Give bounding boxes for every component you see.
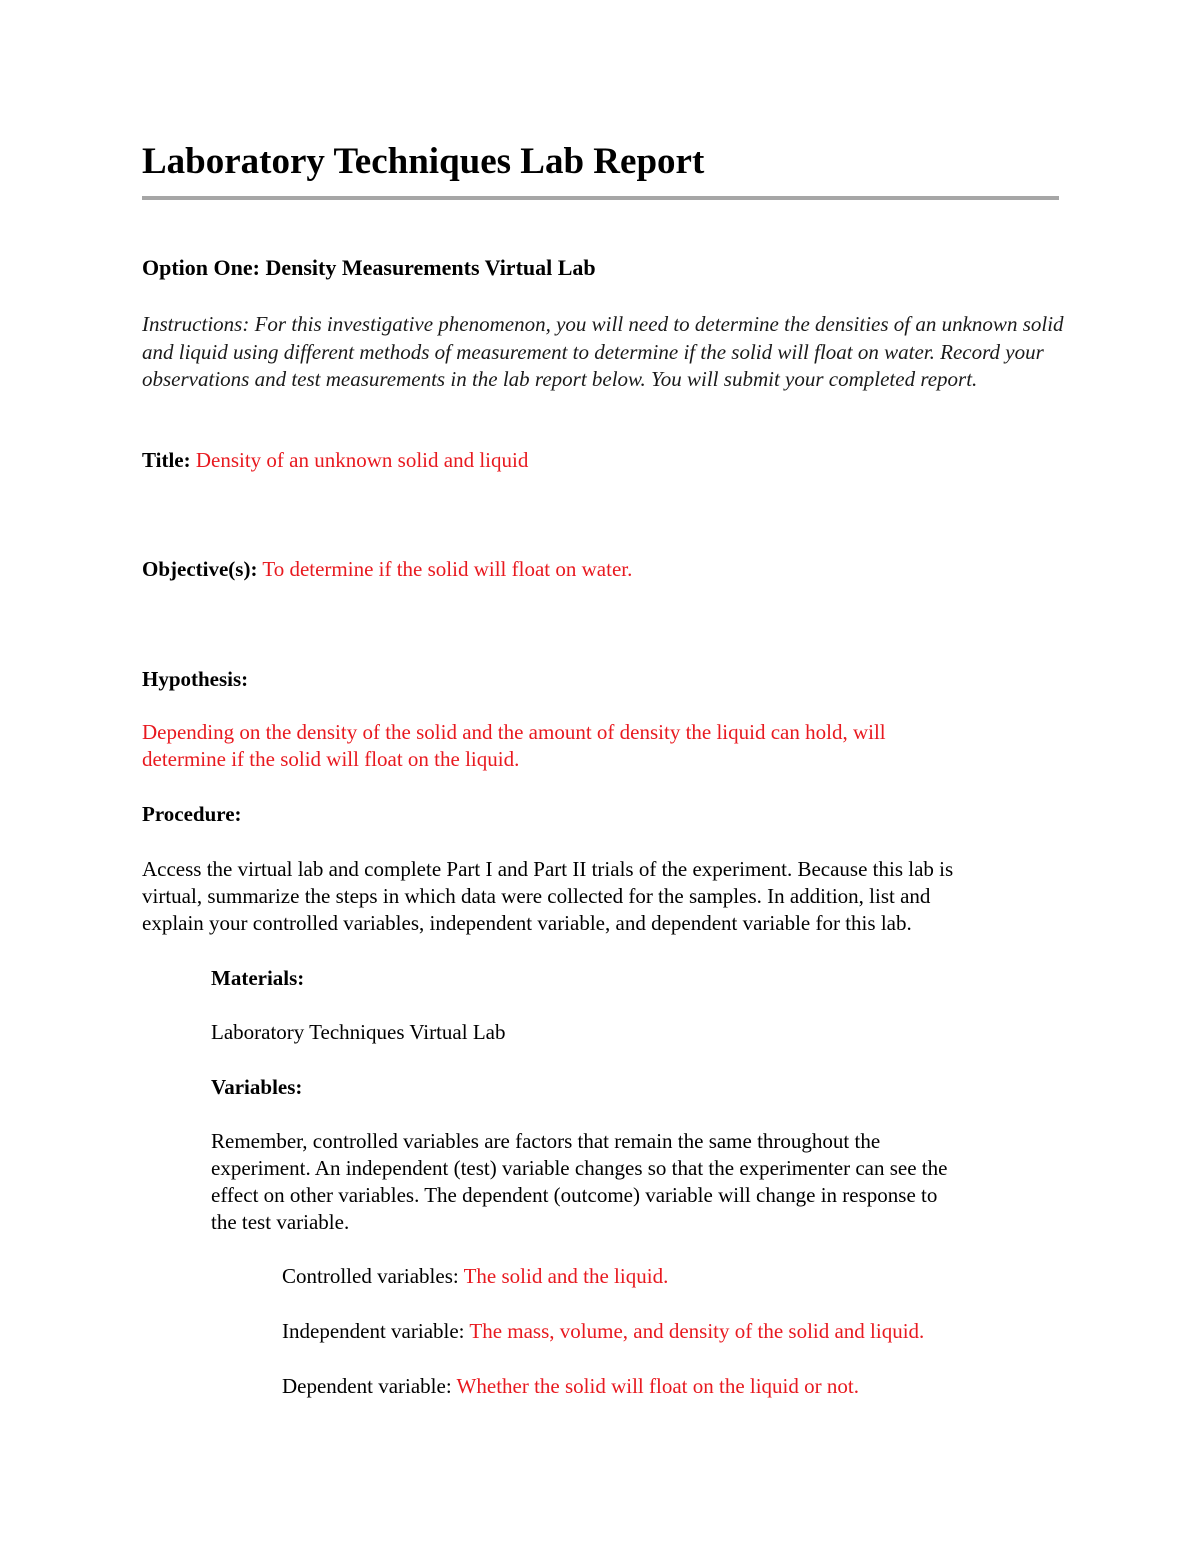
document-title: Laboratory Techniques Lab Report bbox=[142, 141, 705, 182]
procedure-line-1: Access the virtual lab and complete Part I and Part II trials of the experiment. Because this lab is bbox=[142, 857, 954, 881]
independent-variable-value: The mass, volume, and density of the solid and liquid. bbox=[469, 1319, 925, 1343]
variables-label: Variables: bbox=[211, 1075, 303, 1099]
title-field bbox=[142, 448, 528, 473]
hypothesis-line-1: Depending on the density of the solid and the amount of density the liquid can hold, will bbox=[142, 720, 886, 744]
instructions-label: Instructions: bbox=[142, 312, 250, 336]
materials-value: Laboratory Techniques Virtual Lab bbox=[211, 1020, 506, 1044]
option-heading: Option One: Density Measurements Virtual Lab bbox=[142, 255, 596, 280]
title-rule bbox=[142, 196, 1059, 200]
procedure-label: Procedure: bbox=[142, 802, 242, 826]
objective-label: Objective(s): bbox=[142, 557, 258, 581]
objective-field bbox=[142, 557, 632, 582]
dependent-variable-value: Whether the solid will float on the liquid or not. bbox=[456, 1374, 859, 1398]
hypothesis-label: Hypothesis: bbox=[142, 667, 249, 691]
procedure-line-2: virtual, summarize the steps in which data were collected for the samples. In addition, list and bbox=[142, 884, 931, 908]
variables-line-2: experiment. An independent (test) variable changes so that the experimenter can see the bbox=[211, 1156, 948, 1180]
controlled-variables-field bbox=[282, 1264, 668, 1289]
dependent-variable-label: Dependent variable: bbox=[282, 1374, 452, 1398]
hypothesis-line-2: determine if the solid will float on the liquid. bbox=[142, 747, 520, 771]
title-value: Density of an unknown solid and liquid bbox=[195, 448, 529, 472]
controlled-variables-value: The solid and the liquid. bbox=[463, 1264, 669, 1288]
independent-variable-label: Independent variable: bbox=[282, 1319, 465, 1343]
dependent-variable-field bbox=[282, 1374, 859, 1399]
objective-value: To determine if the solid will float on water. bbox=[262, 557, 633, 581]
title-label: Title: bbox=[142, 448, 191, 472]
instructions-text: For this investigative phenomenon, you will need to determine the densities of an unknown solid and liquid using different methods of measurement to determine if the solid will float on water. Record your observations and test measurements in the lab report below. You will submit your completed report. bbox=[142, 312, 1064, 391]
instructions-paragraph bbox=[142, 311, 1072, 394]
variables-line-1: Remember, controlled variables are factors that remain the same throughout the bbox=[211, 1129, 881, 1153]
variables-line-3: effect on other variables. The dependent (outcome) variable will change in response to bbox=[211, 1183, 938, 1207]
variables-line-4: the test variable. bbox=[211, 1210, 350, 1234]
independent-variable-field bbox=[282, 1319, 924, 1344]
materials-label: Materials: bbox=[211, 966, 305, 990]
controlled-variables-label: Controlled variables: bbox=[282, 1264, 459, 1288]
procedure-line-3: explain your controlled variables, independent variable, and dependent variable for this lab. bbox=[142, 911, 912, 935]
